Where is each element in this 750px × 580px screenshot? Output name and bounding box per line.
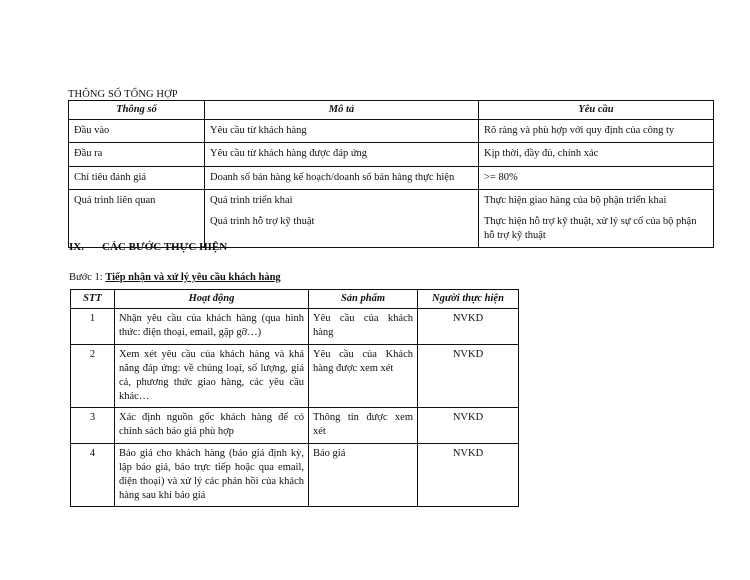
actor-cell: NVKD [418, 408, 519, 443]
actor-cell: NVKD [418, 443, 519, 507]
summary-label: THÔNG SỐ TỔNG HỢP [68, 89, 178, 100]
header-param: Thông số [69, 101, 205, 120]
stt-cell: 2 [71, 344, 115, 408]
desc-line: Quá trình hỗ trợ kỹ thuật [210, 215, 315, 227]
header-desc: Mô tả [205, 101, 479, 120]
table-row [69, 120, 714, 143]
header-req: Yêu cầu [479, 101, 714, 120]
req-cell [479, 166, 714, 189]
req-line: Rõ ràng và phù hợp với quy định của công ty [484, 125, 675, 137]
summary-header-row [69, 101, 714, 120]
steps-table [70, 289, 519, 507]
table-row [69, 143, 714, 166]
req-cell [479, 189, 714, 248]
desc-line: Doanh số bán hàng kế hoạch/doanh số bán hàng thực hiện [210, 171, 455, 183]
table-row [71, 443, 519, 507]
param-cell: Đầu ra [69, 143, 205, 166]
req-line: Thực hiện hỗ trợ kỹ thuật, xử lý sự cố của bộ phận hỗ trợ kỹ thuật [484, 215, 697, 242]
section-number: IX. [69, 241, 84, 253]
activity-cell: Xem xét yêu cầu của khách hàng và khả năng đáp ứng: về chủng loại, số lượng, giá cả, phương thức giao hàng, các yêu cầu khác… [115, 344, 309, 408]
desc-cell [205, 120, 479, 143]
header-stt: STT [71, 290, 115, 309]
stt-cell: 1 [71, 309, 115, 344]
header-actor: Người thực hiện [418, 290, 519, 309]
table-row [69, 189, 714, 248]
req-cell [479, 143, 714, 166]
desc-line: Yêu cầu từ khách hàng [210, 125, 307, 137]
req-line: Kịp thời, đầy đủ, chính xác [484, 148, 599, 160]
req-line: Thực hiện giao hàng của bộ phận triển khai [484, 194, 667, 206]
table-row [71, 408, 519, 443]
steps-header-row [71, 290, 519, 309]
desc-cell [205, 143, 479, 166]
param-cell: Quá trình liên quan [69, 189, 205, 248]
step-title: Tiếp nhận và xử lý yêu cầu khách hàng [105, 272, 281, 283]
step-prefix: Bước 1: [69, 272, 106, 283]
stt-cell: 4 [71, 443, 115, 507]
req-line: >= 80% [484, 171, 518, 183]
activity-cell: Báo giá cho khách hàng (báo giá định kỳ, lập báo giá, báo trực tiếp hoặc qua email, điện thoại) và xử lý các phản hồi của khách hàng sau khi báo giá [115, 443, 309, 507]
stt-cell: 3 [71, 408, 115, 443]
desc-line: Quá trình triển khai [210, 194, 293, 206]
product-cell: Yêu cầu của khách hàng [309, 309, 418, 344]
req-cell [479, 120, 714, 143]
activity-cell: Xác định nguồn gốc khách hàng để có chính sách báo giá phù hợp [115, 408, 309, 443]
desc-line: Yêu cầu từ khách hàng được đáp ứng [210, 148, 368, 160]
table-row [71, 344, 519, 408]
actor-cell: NVKD [418, 344, 519, 408]
table-row [69, 166, 714, 189]
product-cell: Báo giá [309, 443, 418, 507]
step-heading [69, 271, 281, 285]
param-cell: Đầu vào [69, 120, 205, 143]
product-cell: Thông tin được xem xét [309, 408, 418, 443]
desc-cell [205, 189, 479, 248]
desc-cell [205, 166, 479, 189]
header-product: Sản phẩm [309, 290, 418, 309]
section-heading [69, 240, 227, 255]
activity-cell: Nhận yêu cầu của khách hàng (qua hình thức: điện thoại, email, gặp gỡ…) [115, 309, 309, 344]
product-cell: Yêu cầu của Khách hàng được xem xét [309, 344, 418, 408]
table-row [71, 309, 519, 344]
summary-table [68, 100, 714, 248]
param-cell: Chỉ tiêu đánh giá [69, 166, 205, 189]
section-title: CÁC BƯỚC THỰC HIỆN [102, 241, 228, 253]
header-activity: Hoạt động [115, 290, 309, 309]
actor-cell: NVKD [418, 309, 519, 344]
